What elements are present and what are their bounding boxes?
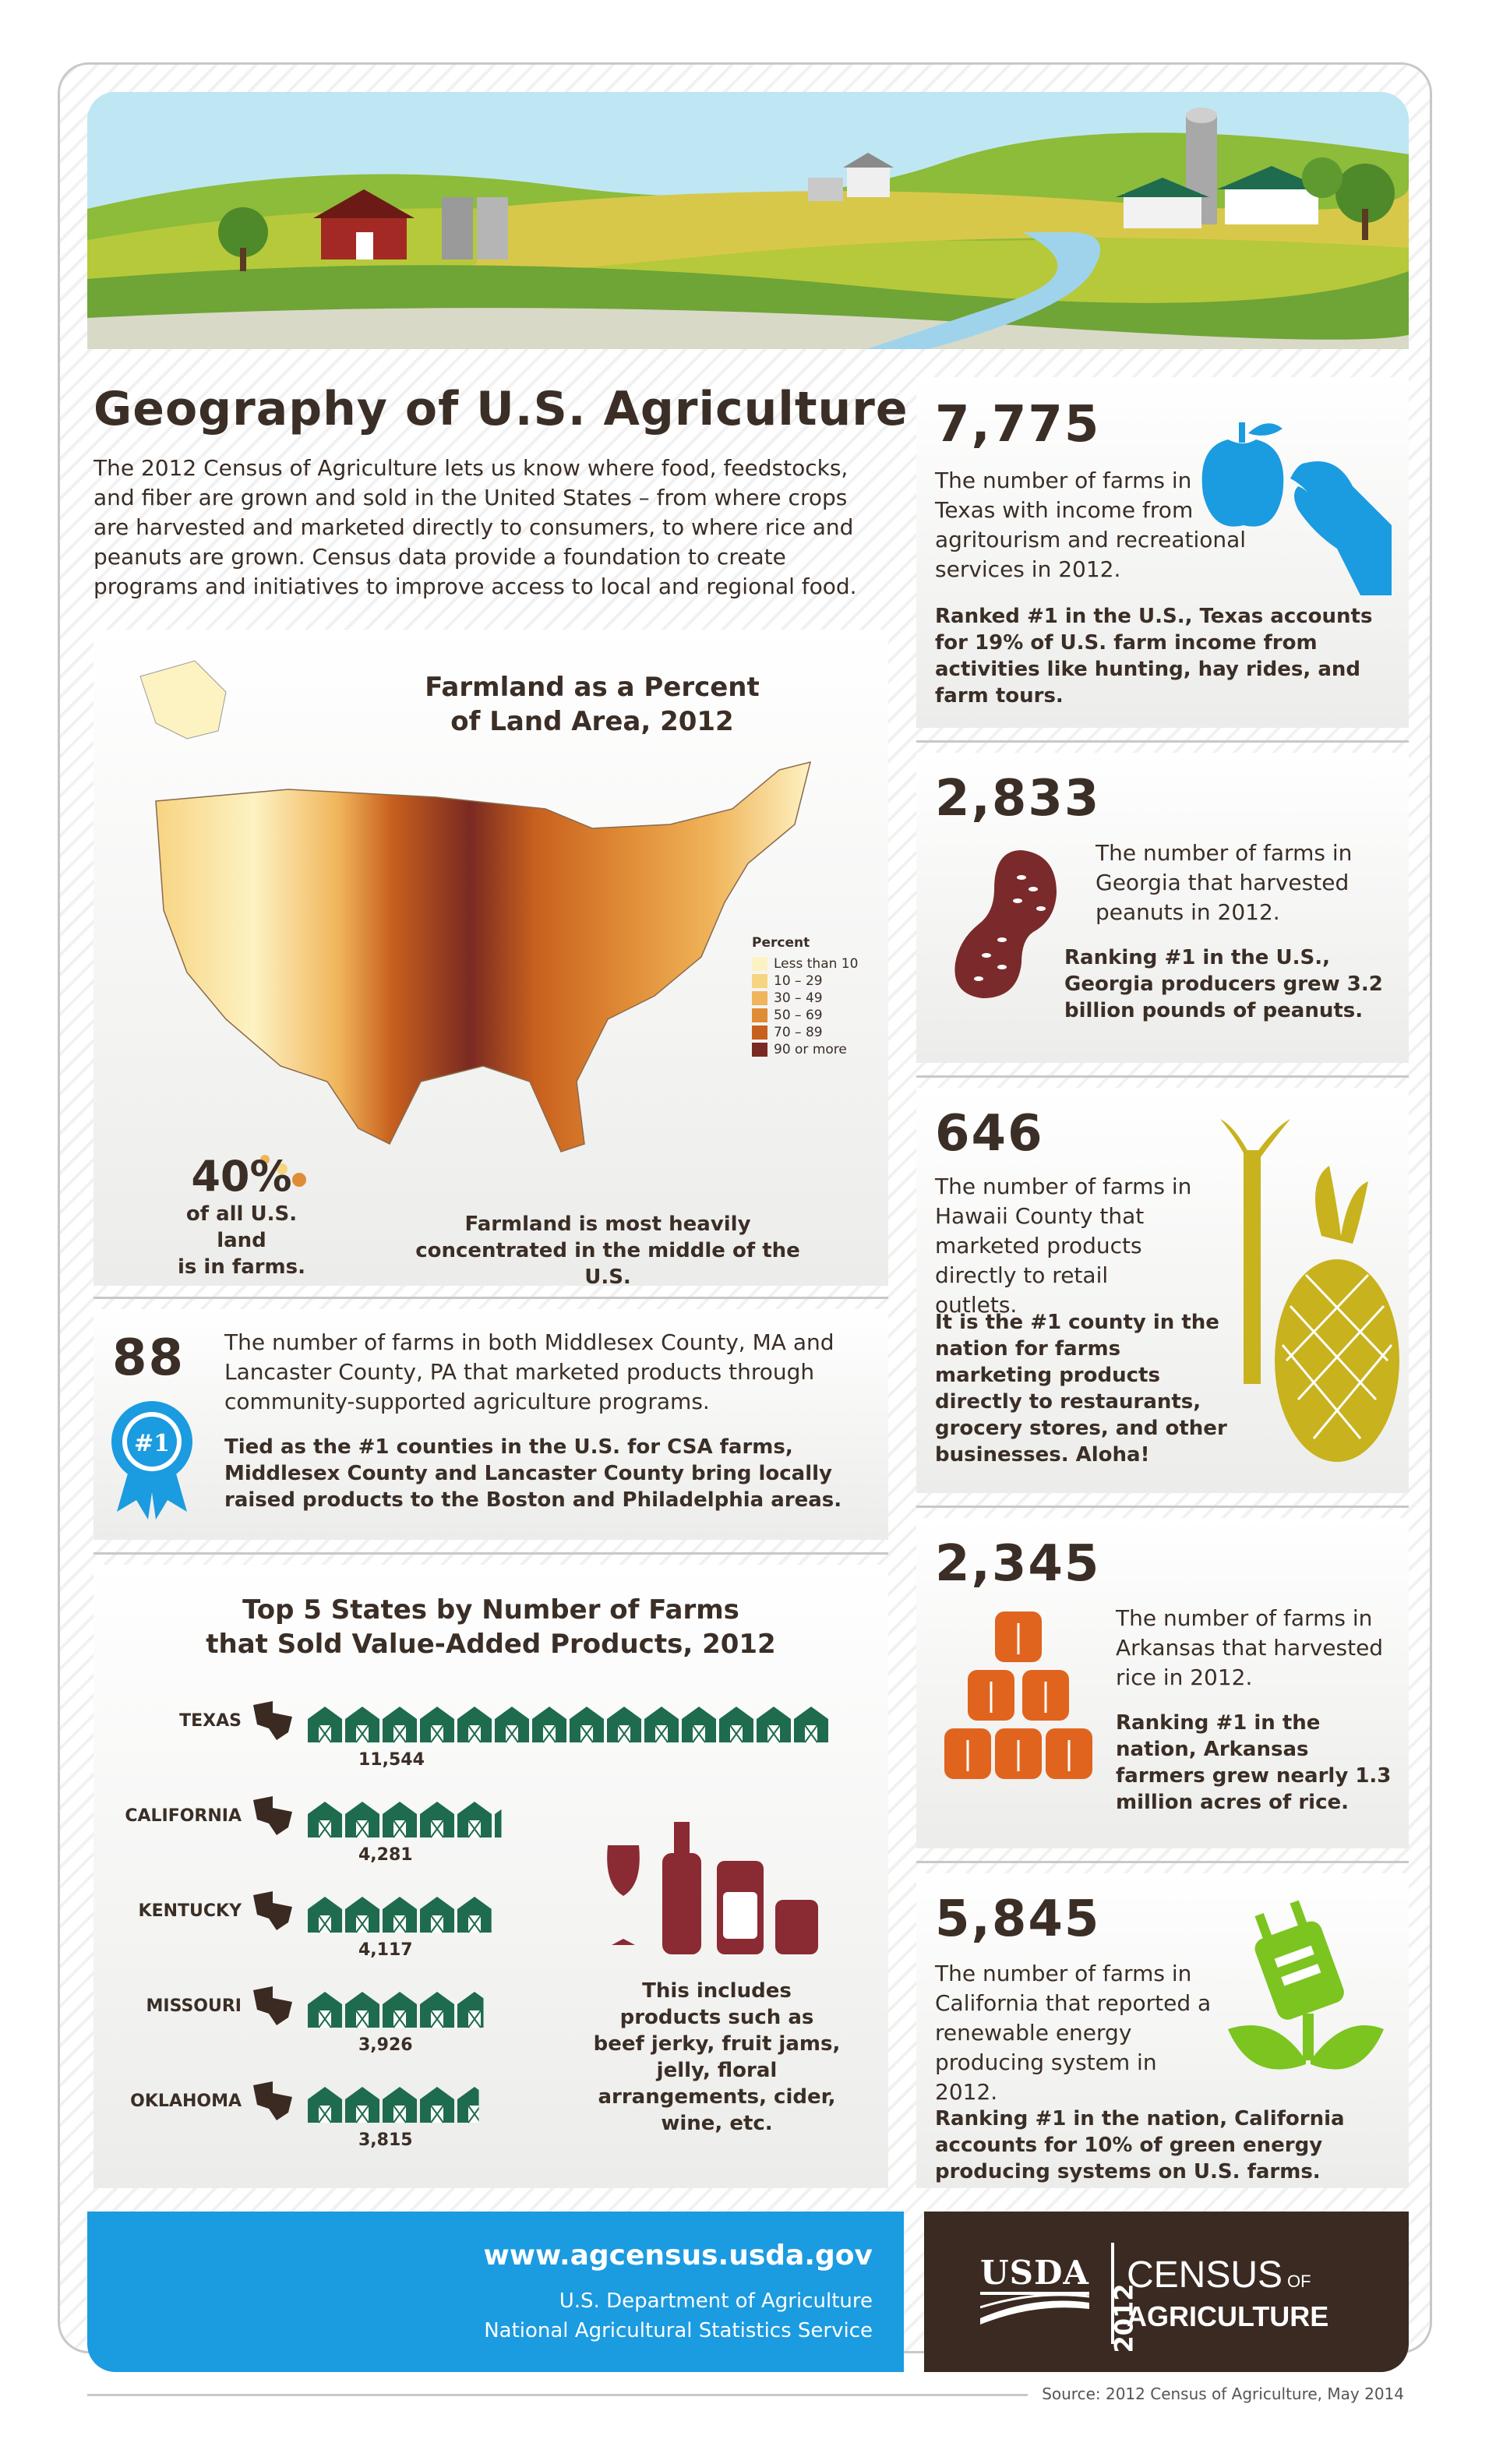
legend-title: Percent — [752, 935, 810, 951]
barn-icon — [719, 1707, 753, 1742]
state-count: 4,117 — [358, 1940, 413, 1960]
barn-icon-bar — [308, 1705, 853, 1744]
csa-bold: Tied as the #1 counties in the U.S. for CSA farms, Middlesex County and Lancaster County bring locally raised products to the Boston and Philadelphia areas. — [224, 1435, 842, 1512]
usda-logo-swoosh-icon — [980, 2295, 1089, 2326]
value-added-products-icon — [600, 1814, 826, 1962]
barn-icon — [383, 1802, 417, 1837]
state-silhouette-icon — [249, 1697, 296, 1744]
barn-icon — [644, 1707, 679, 1742]
barn-icon — [420, 1707, 454, 1742]
texas-panel — [916, 377, 1409, 728]
barn-icon — [495, 1707, 529, 1742]
legend-item — [752, 955, 858, 973]
barn-icon — [532, 1707, 566, 1742]
barn-icon — [420, 1897, 454, 1933]
barn-icon — [495, 1802, 529, 1837]
barn-icon — [570, 1707, 604, 1742]
top5-title-line2: that Sold Value-Added Products, 2012 — [206, 1629, 776, 1660]
arkansas-bold: Ranking #1 in the nation, Arkansas farmers grew nearly 1.3 million acres of rice. — [1116, 1711, 1392, 1814]
legend-label: 30 – 49 — [774, 990, 823, 1006]
state-count: 4,281 — [358, 1845, 413, 1865]
georgia-panel — [916, 753, 1409, 1063]
legend-item — [752, 973, 858, 990]
census-logo — [1127, 2254, 1311, 2296]
barn-icon — [457, 1897, 492, 1933]
barn-icon — [607, 1707, 641, 1742]
map-caption — [390, 1211, 826, 1290]
top5-title-line1: Top 5 States by Number of Farms — [242, 1594, 739, 1626]
legend-item — [752, 990, 858, 1007]
state-silhouette-icon — [249, 1887, 296, 1934]
barn-icon — [682, 1707, 716, 1742]
census-year: 2012 — [1109, 2283, 1139, 2353]
map-title-line1: Farmland as a Percent — [425, 672, 760, 703]
state-silhouette-icon — [249, 2077, 296, 2124]
barn-icon — [383, 1897, 417, 1933]
california-text: The number of farms in California that reported a renewable energy producing system in 2012. — [935, 1961, 1212, 2105]
csa-number: 88 — [112, 1329, 185, 1387]
source-citation: Source: 2012 Census of Agriculture, May 2014 — [1028, 2385, 1418, 2403]
state-name: OKLAHOMA — [130, 2092, 242, 2111]
state-count: 3,815 — [358, 2130, 413, 2150]
texas-number: 7,775 — [935, 396, 1101, 454]
csa-panel — [94, 1309, 888, 1540]
ribbon-icon — [109, 1395, 195, 1520]
barn-icon — [308, 1802, 342, 1837]
barn-icon — [308, 1992, 342, 2028]
map-title-line2: of Land Area, 2012 — [450, 706, 734, 737]
state-name: TEXAS — [179, 1711, 242, 1731]
barn-icon — [383, 1992, 417, 2028]
state-silhouette-icon — [249, 1982, 296, 2029]
land-in-farms-stat — [164, 1152, 319, 1280]
legend-item — [752, 1024, 858, 1041]
census-of: OF — [1287, 2272, 1311, 2291]
usda-logo-text: USDA — [980, 2254, 1089, 2295]
barn-icon — [345, 1897, 379, 1933]
hawaii-panel — [916, 1088, 1409, 1493]
arkansas-text: The number of farms in Arkansas that harvested rice in 2012. — [1116, 1605, 1384, 1690]
top5-panel — [94, 1565, 888, 2188]
apple-picking-hand-icon — [1181, 416, 1392, 595]
legend-item — [752, 1041, 858, 1058]
barn-icon — [308, 1707, 342, 1742]
barn-icon — [457, 1802, 492, 1837]
hawaii-text: The number of farms in Hawaii County that marketed products directly to retail outlets. — [935, 1174, 1192, 1318]
barn-icon — [345, 1992, 379, 2028]
barn-icon — [345, 1802, 379, 1837]
barn-icon — [345, 2087, 379, 2123]
legend-item — [752, 1007, 858, 1024]
farmland-map-panel — [94, 630, 888, 1289]
legend-label: 70 – 89 — [774, 1025, 823, 1040]
legend-label: 90 or more — [774, 1042, 847, 1057]
footer-logos — [924, 2212, 1409, 2372]
csa-text: The number of farms in both Middlesex County, MA and Lancaster County, PA that marketed products through community-supported agriculture programs. — [224, 1329, 834, 1414]
georgia-number: 2,833 — [935, 770, 1101, 828]
service-name: National Agricultural Statistics Service — [484, 2319, 873, 2342]
legend-label: 50 – 69 — [774, 1008, 823, 1023]
state-row — [94, 1697, 873, 1783]
state-silhouette-icon — [249, 1792, 296, 1839]
green-energy-plug-icon — [1228, 1897, 1384, 2099]
census-agriculture: AGRICULTURE — [1127, 2300, 1329, 2332]
page-title: Geography of U.S. Agriculture — [94, 382, 909, 436]
barn-icon — [420, 1802, 454, 1837]
pineapple-sugarcane-icon — [1205, 1119, 1399, 1477]
barn-icon — [420, 1992, 454, 2028]
barn-icon — [308, 1897, 342, 1933]
california-panel — [916, 1873, 1409, 2188]
barn-icon — [420, 2087, 454, 2123]
products-note: This includes products such as beef jerky, fruit jams, jelly, floral arrangements, cider, wine, etc. — [593, 1979, 841, 2135]
stat-value: 40% — [191, 1152, 292, 1201]
intro-paragraph: The 2012 Census of Agriculture lets us know where food, feedstocks, and fiber are grown and sold in the United States – from where crops are harvested and marketed directly to consumers, to where rice and peanuts are grown. Census data provide a foundation to create programs and initiatives to improve access to local and regional food. — [94, 455, 857, 599]
barn-icon — [757, 1707, 791, 1742]
state-name: CALIFORNIA — [125, 1806, 242, 1826]
barn-icon — [457, 1992, 492, 2028]
caption-line2: concentrated in the middle of the U.S. — [415, 1239, 800, 1289]
census-word: CENSUS — [1127, 2254, 1283, 2296]
caption-line1: Farmland is most heavily — [464, 1213, 751, 1236]
state-name: MISSOURI — [146, 1996, 242, 2016]
map-legend — [752, 935, 858, 1058]
legend-label: Less than 10 — [774, 956, 859, 972]
barn-icon — [794, 1707, 828, 1742]
barn-icon — [383, 1707, 417, 1742]
arkansas-panel — [916, 1518, 1409, 1848]
state-name: KENTUCKY — [138, 1901, 242, 1921]
hawaii-number: 646 — [935, 1105, 1044, 1163]
california-number: 5,845 — [935, 1890, 1101, 1948]
barn-icon — [383, 2087, 417, 2123]
state-count: 11,544 — [358, 1750, 425, 1770]
barn-icon — [308, 2087, 342, 2123]
department-name: U.S. Department of Agriculture — [559, 2289, 873, 2313]
california-bold: Ranking #1 in the nation, California accounts for 10% of green energy producing systems on U.S. farms. — [935, 2107, 1345, 2183]
footer-contact — [87, 2212, 904, 2372]
farm-landscape-illustration — [87, 92, 1409, 349]
legend-label: 10 – 29 — [774, 973, 823, 989]
state-count: 3,926 — [358, 2035, 413, 2055]
stat-line2: is in farms. — [177, 1255, 306, 1279]
rice-sacks-icon — [944, 1604, 1100, 1814]
barn-icon — [457, 2087, 492, 2123]
barn-icon — [457, 1707, 492, 1742]
barn-icon — [345, 1707, 379, 1742]
georgia-text: The number of farms in Georgia that harvested peanuts in 2012. — [1096, 840, 1353, 925]
stat-line1: of all U.S. land — [185, 1202, 298, 1252]
arkansas-number: 2,345 — [935, 1535, 1101, 1593]
peanut-icon — [947, 846, 1064, 1002]
website-link[interactable]: www.agcensus.usda.gov — [483, 2240, 873, 2272]
texas-bold: Ranked #1 in the U.S., Texas accounts for 19% of U.S. farm income from activities like hunting, hay rides, and farm tours. — [935, 605, 1373, 708]
usda-logo — [980, 2254, 1089, 2329]
georgia-bold: Ranking #1 in the U.S., Georgia producers grew 3.2 billion pounds of peanuts. — [1064, 946, 1383, 1022]
texas-text: The number of farms in Texas with income from agritourism and recreational services in 2012. — [935, 468, 1247, 582]
ribbon-label: #1 — [133, 1430, 171, 1457]
hawaii-bold: It is the #1 county in the nation for farms marketing products directly to restaurants, grocery stores, and other businesses. Aloha! — [935, 1311, 1227, 1467]
